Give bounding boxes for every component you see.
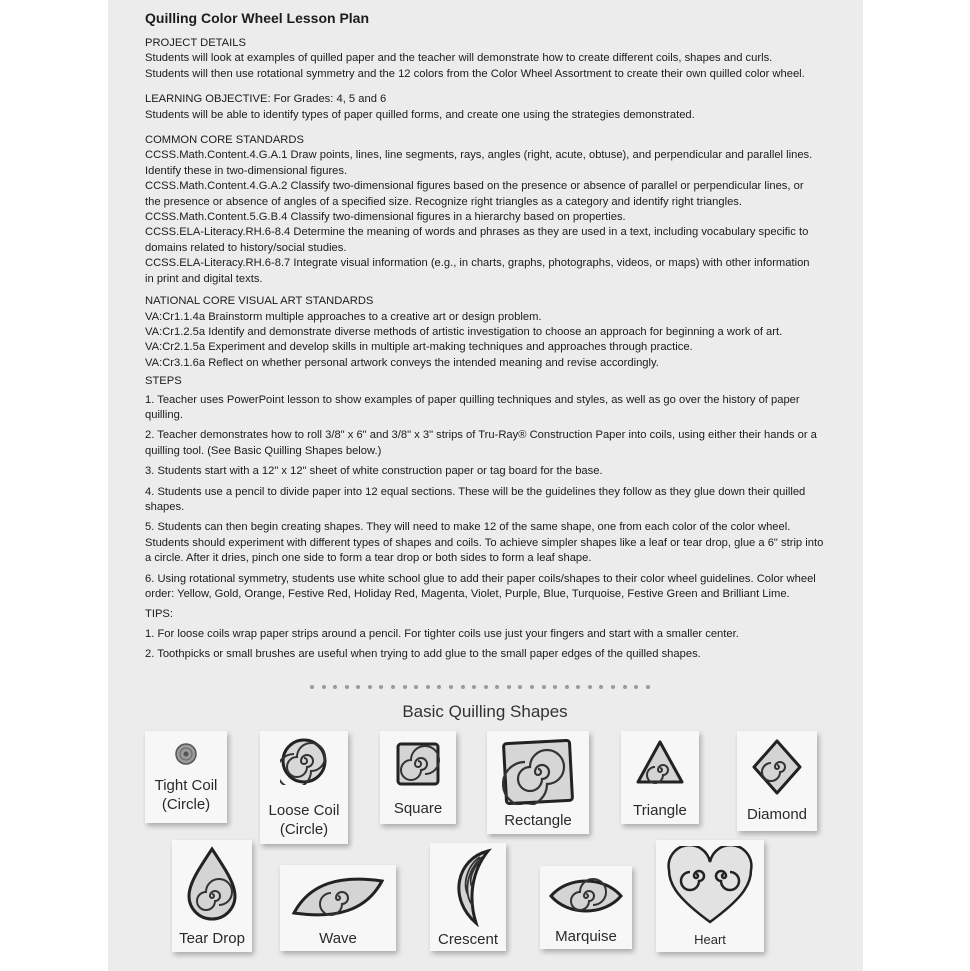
project-details-section: [145, 36, 825, 82]
shape-label: Crescent: [437, 931, 499, 948]
visual-art-section: [145, 294, 825, 371]
text-line: Identify these in two-dimensional figures.: [145, 164, 348, 177]
shape-label: Triangle: [633, 802, 687, 819]
shape-label: Tear Drop: [179, 930, 245, 947]
tear-drop-icon: [186, 846, 238, 922]
tips-section: [145, 607, 825, 662]
text-line: VA:Cr2.1.5a Experiment and develop skills in multiple art-making techniques and approaches through practice.: [145, 341, 693, 354]
text-line: VA:Cr1.1.4a Brainstorm multiple approaches to a creative art or design problem.: [145, 310, 542, 323]
dotted-divider: [310, 685, 650, 689]
step-item: 3. Students start with a 12" x 12" sheet of white construction paper or tag board for the base.: [145, 465, 603, 478]
learning-objective-section: [145, 92, 825, 123]
marquise-icon: [548, 874, 624, 918]
page-title: Quilling Color Wheel Lesson Plan: [145, 10, 370, 26]
step-item: 6. Using rotational symmetry, students use white school glue to add their paper coils/shapes to their color wheel guidelines. Color wheel order: Yellow, Gold, Orange, Festive Red, Holiday Red, Magenta, Violet, Purple, Blue, Turquoise, Festive Green and Brilliant Lime.: [145, 572, 816, 600]
loose-coil-icon: [280, 737, 328, 785]
shapes-title: Basic Quilling Shapes: [402, 702, 568, 721]
diamond-card: [737, 731, 817, 831]
text-line: domains related to history/social studies.: [145, 241, 347, 254]
step-item: 5. Students can then begin creating shapes. They will need to make 12 of the same shape, one from each color of the color wheel. Students should experiment with different types of shapes and coils. To achieve simpler shapes like a leaf or tear drop, glue a 6" strip into a circle. After it dries, pinch one side to form a tear drop or both sides to form a leaf shape.: [145, 521, 824, 565]
section-heading: COMMON CORE STANDARDS: [145, 134, 304, 147]
shape-label: Wave: [319, 930, 357, 947]
text-line: CCSS.Math.Content.4.G.A.1 Draw points, lines, line segments, rays, angles (right, acute, obtuse), and perpendicular and parallel lines.: [145, 149, 813, 162]
shape-label: Heart: [694, 932, 726, 947]
wave-icon: [290, 873, 386, 921]
step-item: 2. Teacher demonstrates how to roll 3/8" x 6" and 3/8" x 3" strips of Tru-Ray® Construction Paper into coils, using either their hands or a quilling tool. (See Basic Quilling Shapes below.): [145, 429, 817, 457]
section-heading: PROJECT DETAILS: [145, 37, 246, 49]
text-line: in print and digital texts.: [145, 272, 263, 285]
step-item: 1. Teacher uses PowerPoint lesson to show examples of paper quilling techniques and styles, as well as go over the history of paper quilling.: [145, 393, 800, 421]
shape-label: Diamond: [746, 806, 808, 823]
text-line: VA:Cr3.1.6a Reflect on whether personal artwork conveys the intended meaning and revise accordingly.: [145, 356, 659, 369]
shape-label: (Circle): [161, 796, 211, 813]
shape-label: Square: [393, 800, 443, 817]
square-card: [380, 731, 456, 824]
text-line: Students will then use rotational symmetry and the 12 colors from the Color Wheel Assortment to create their own quilled color wheel.: [145, 67, 805, 80]
common-core-section: [145, 133, 825, 287]
marquise-card: [540, 866, 632, 949]
shape-label: Rectangle: [504, 812, 572, 829]
crescent-card: [430, 843, 506, 951]
text-line: Students will be able to identify types of paper quilled forms, and create one using the strategies demonstrated.: [145, 108, 695, 121]
objective-heading-line: [145, 92, 825, 107]
rectangle-card: [487, 731, 589, 834]
step-item: 4. Students use a pencil to divide paper into 12 equal sections. These will be the guidelines they follow as they glue down their quilled shapes.: [145, 485, 806, 513]
tear-drop-card: [172, 840, 252, 952]
tip-item: 2. Toothpicks or small brushes are useful when trying to add glue to the small paper edges of the quilled shapes.: [145, 648, 701, 661]
steps-section: [145, 374, 825, 602]
rectangle-icon: [502, 739, 574, 805]
wave-card: [280, 865, 396, 951]
text-line: CCSS.ELA-Literacy.RH.6-8.4 Determine the meaning of words and phrases as they are used in a text, including vocabulary specific to: [145, 226, 809, 239]
loose-coil-card: [260, 731, 348, 844]
tight-coil-icon: [174, 742, 198, 766]
text-line: the presence or absence of angles of a specified size. Recognize right triangles as a category and identify right triangles.: [145, 195, 743, 208]
shape-label: Marquise: [555, 928, 617, 945]
text-line: VA:Cr1.2.5a Identify and demonstrate diverse methods of artistic investigation to choose an approach for beginning a work of art.: [145, 325, 783, 338]
diamond-icon: [751, 738, 803, 796]
text-line: Students will look at examples of quilled paper and the teacher will demonstrate how to create different coils, shapes and curls.: [145, 52, 773, 65]
text-line: CCSS.Math.Content.4.G.A.2 Classify two-dimensional figures based on the presence or absence of parallel or perpendicular lines, or: [145, 180, 804, 193]
triangle-card: [621, 731, 699, 824]
heart-icon: [666, 846, 754, 926]
shape-label: (Circle): [279, 821, 329, 838]
grades-text: For Grades: 4, 5 and 6: [270, 93, 387, 106]
text-line: CCSS.ELA-Literacy.RH.6-8.7 Integrate visual information (e.g., in charts, graphs, photographs, videos, or maps) with other information: [145, 257, 810, 270]
tip-item: 1. For loose coils wrap paper strips around a pencil. For tighter coils use just your fingers and start with a smaller center.: [145, 627, 739, 640]
section-heading: TIPS:: [145, 608, 173, 621]
section-heading: STEPS: [145, 375, 182, 388]
triangle-icon: [635, 739, 685, 785]
square-icon: [395, 741, 441, 787]
section-heading: LEARNING OBJECTIVE:: [145, 93, 271, 106]
lesson-body: [145, 36, 825, 668]
shape-label: Tight Coil: [154, 777, 218, 794]
text-line: CCSS.Math.Content.5.G.B.4 Classify two-dimensional figures in a hierarchy based on properties.: [145, 211, 626, 224]
shape-label: Loose Coil: [268, 802, 340, 819]
section-heading: NATIONAL CORE VISUAL ART STANDARDS: [145, 295, 374, 308]
tight-coil-card: [145, 731, 227, 823]
crescent-icon: [442, 847, 494, 927]
heart-card: [656, 840, 764, 952]
